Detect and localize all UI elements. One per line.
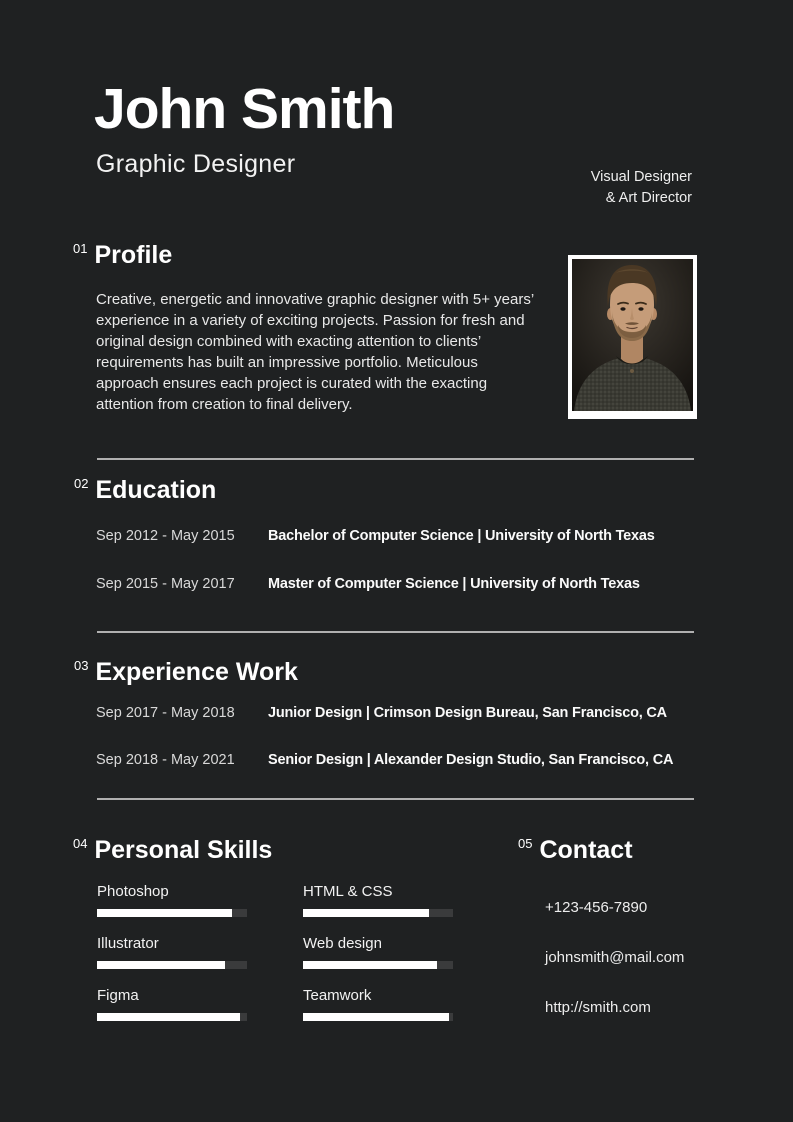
section-title: Experience Work (95, 658, 298, 686)
divider-line (97, 631, 694, 633)
divider-line (97, 458, 694, 460)
tagline-line-2: & Art Director (605, 190, 692, 206)
experience-row (96, 705, 667, 721)
skill-html-css (303, 883, 453, 917)
skill-label: Teamwork (303, 987, 372, 1004)
experience-dates: Sep 2018 - May 2021 (96, 752, 235, 768)
education-row (96, 528, 655, 544)
section-heading-contact (518, 836, 633, 865)
section-heading-education (74, 476, 216, 505)
portrait-illustration (572, 259, 693, 411)
skill-bar-fill (97, 1013, 240, 1021)
section-heading-experience (74, 658, 298, 687)
section-title: Profile (94, 241, 173, 269)
experience-dates: Sep 2017 - May 2018 (96, 705, 235, 721)
skill-teamwork (303, 987, 453, 1021)
tagline-line-1: Visual Designer (590, 169, 692, 185)
skill-bar-fill (97, 909, 232, 917)
section-number: 04 (73, 836, 88, 851)
education-dates: Sep 2012 - May 2015 (96, 528, 235, 544)
divider-line (97, 798, 694, 800)
experience-row (96, 752, 673, 768)
section-title: Education (95, 476, 217, 504)
skill-bar-track (303, 909, 453, 917)
skill-web-design (303, 935, 453, 969)
contact-phone: +123-456-7890 (545, 899, 648, 916)
section-heading-skills (73, 836, 272, 865)
contact-website: http://smith.com (545, 999, 651, 1016)
skill-bar-fill (97, 961, 225, 969)
skill-label: Illustrator (97, 935, 159, 952)
skill-figma (97, 987, 247, 1021)
contact-email: johnsmith@mail.com (545, 949, 685, 966)
skill-label: Web design (303, 935, 382, 952)
skill-bar-track (303, 1013, 453, 1021)
profile-text: Creative, energetic and innovative graphic designer with 5+ years’ experience in a variety of exciting projects. Passion for fresh and original design combined with exacting attention to clients’ requirements has built an impressive portfolio. Meticulous approach ensures each project is curated with the exacting attention from creation to final delivery. (96, 291, 534, 413)
skill-bar-track (97, 961, 247, 969)
section-heading-profile (73, 241, 172, 270)
skill-photoshop (97, 883, 247, 917)
experience-description: Junior Design | Crimson Design Bureau, San Francisco, CA (268, 705, 667, 721)
person-name: John Smith (94, 77, 395, 141)
skill-bar-fill (303, 1013, 449, 1021)
skill-bar-track (303, 961, 453, 969)
section-number: 02 (74, 476, 89, 491)
portrait-photo (568, 255, 697, 419)
education-description: Bachelor of Computer Science | University of North Texas (268, 528, 655, 544)
skill-bar-track (97, 1013, 247, 1021)
section-number: 03 (74, 658, 89, 673)
section-title: Personal Skills (94, 836, 273, 864)
section-number: 01 (73, 241, 88, 256)
education-row (96, 576, 640, 592)
skill-bar-fill (303, 961, 437, 969)
section-number: 05 (518, 836, 533, 851)
section-title: Contact (539, 836, 633, 864)
job-title: Graphic Designer (96, 150, 296, 178)
skill-bar-fill (303, 909, 429, 917)
skill-label: HTML & CSS (303, 883, 393, 900)
skill-label: Figma (97, 987, 139, 1004)
education-dates: Sep 2015 - May 2017 (96, 576, 235, 592)
education-description: Master of Computer Science | University of North Texas (268, 576, 640, 592)
skill-bar-track (97, 909, 247, 917)
skill-label: Photoshop (97, 883, 169, 900)
tagline (591, 167, 692, 209)
experience-description: Senior Design | Alexander Design Studio, San Francisco, CA (268, 752, 674, 768)
skill-illustrator (97, 935, 247, 969)
